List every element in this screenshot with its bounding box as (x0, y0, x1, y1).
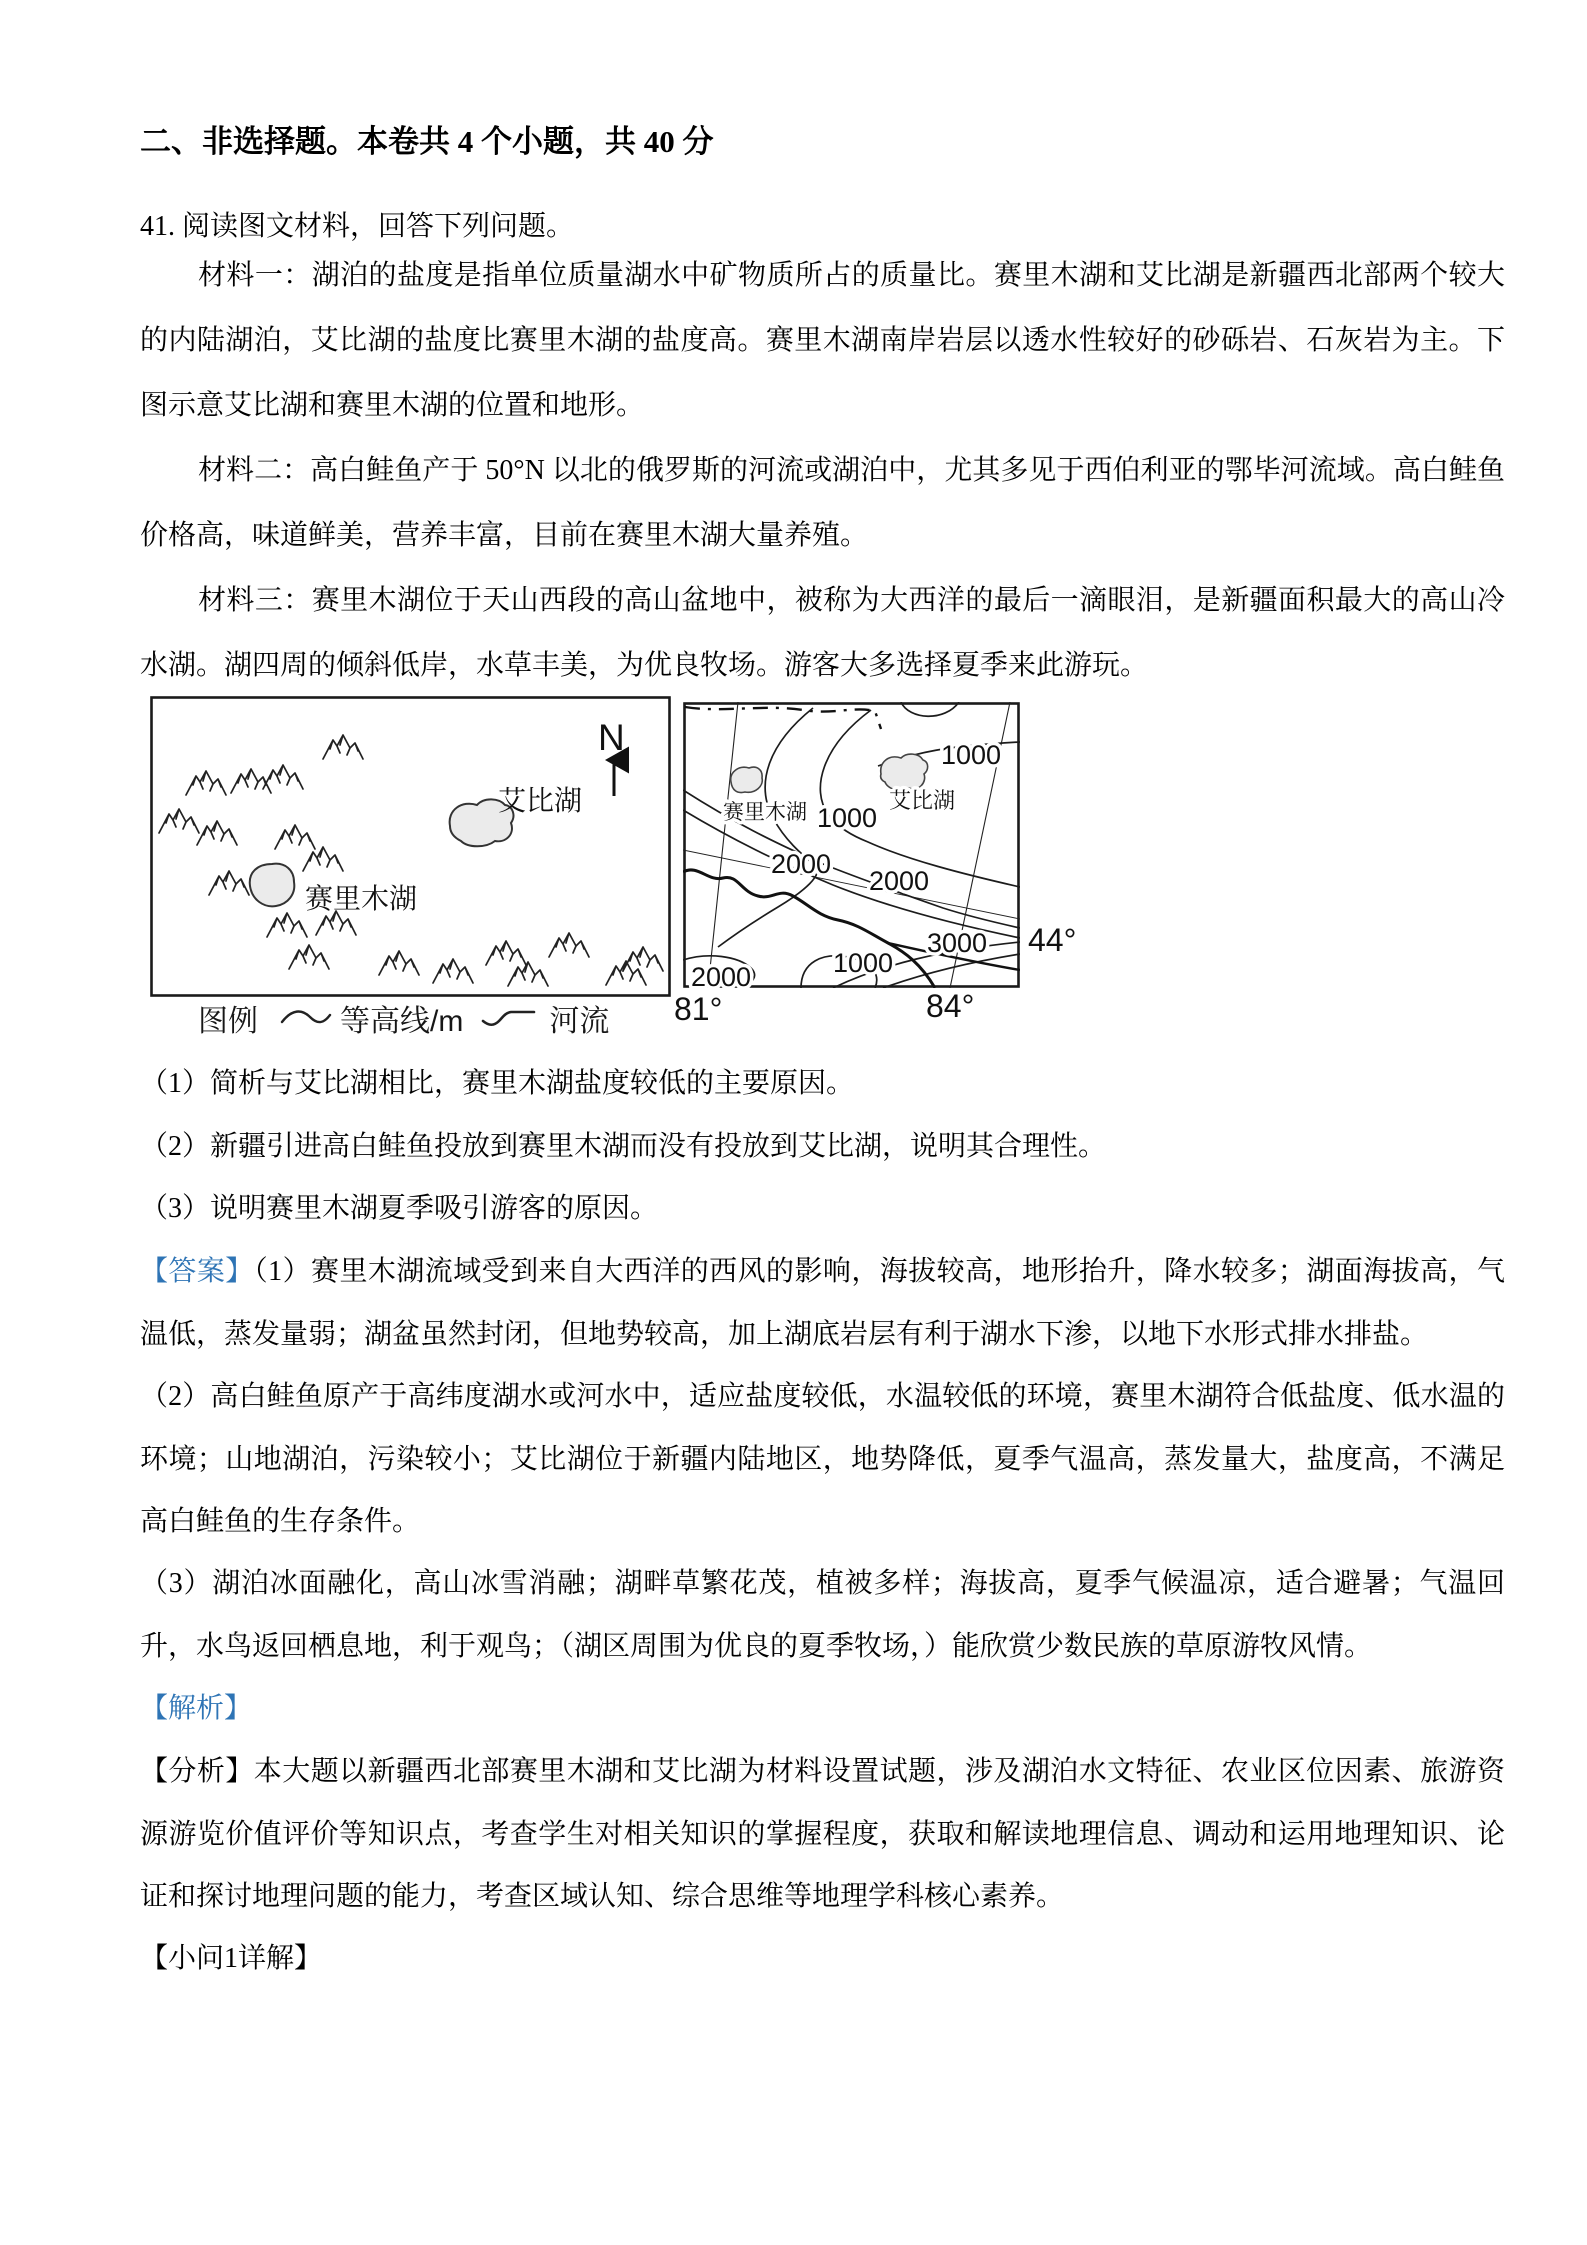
analysis-section-tag (140, 1678, 1505, 1741)
question-3: （3）说明赛里木湖夏季吸引游客的原因。 (140, 1193, 659, 1224)
longitude-84-label: 84° (926, 988, 975, 1024)
answer-paragraph-3: （3）湖泊冰面融化，高山冰雪消融；湖畔草繁花茂，植被多样；海拔高，夏季气候温凉，适合避暑；气温回升，水鸟返回栖息地，利于观鸟；（湖区周围为优良的夏季牧场，）能欣赏少数民族的草原游牧风情。 (140, 1568, 1505, 1662)
aibi-lake-label-right: 艾比湖 (889, 788, 956, 813)
question-41-intro: 41. 阅读图文材料，回答下列问题。 (140, 211, 575, 242)
contour-value-2000-bottomleft: 2000 (691, 962, 752, 988)
legend-contour-label: 等高线/m (340, 1005, 464, 1038)
left-map-border (152, 698, 670, 996)
contour-symbol-icon (280, 1005, 332, 1031)
material-3-paragraph: 材料三：赛里木湖位于天山西段的高山盆地中，被称为大西洋的最后一滴眼泪，是新疆面积最大的高山冷水湖。湖四周的倾斜低岸，水草丰美，为优良牧场。游客大多选择夏季来此游玩。 (140, 585, 1505, 681)
contour-value-3000: 3000 (927, 928, 988, 958)
sailimu-lake-label: 赛里木湖 (305, 883, 418, 914)
section-header: 二、非选择题。本卷共 4 个小题，共 40 分 (140, 124, 714, 159)
latitude-44-label: 44° (1028, 922, 1077, 958)
jiexi-tag: 【解析】 (140, 1693, 253, 1724)
contour-value-1000-center: 1000 (817, 803, 878, 833)
sailimu-lake-shape-small (731, 767, 763, 792)
material-2-paragraph: 材料二：高白鲑鱼产于 50°N 以北的俄罗斯的河流或湖泊中，尤其多见于西伯利亚的鄂毕河流域。高白鲑鱼价格高，味道鲜美，营养丰富，目前在赛里木湖大量养殖。 (140, 455, 1505, 551)
legend-title: 图例 (198, 1005, 258, 1038)
longitude-81-label: 81° (674, 991, 723, 1027)
river-symbol-icon (481, 1005, 537, 1031)
question-2: （2）新疆引进高白鲑鱼投放到赛里木湖而没有投放到艾比湖，说明其合理性。 (140, 1131, 1107, 1162)
map-legend (198, 996, 609, 1040)
subquestion-1-detail-tag: 【小问1详解】 (140, 1943, 323, 1974)
answer-paragraph-2: （2）高白鲑鱼原产于高纬度湖水或河水中，适应盐度较低，水温较低的环境，赛里木湖符合低盐度、低水温的环境；山地湖泊，污染较小；艾比湖位于新疆内陆地区，地势降低，夏季气温高，蒸发量大，盐度高，不满足高白鲑鱼的生存条件。 (140, 1381, 1505, 1537)
contour-value-1000-topright: 1000 (941, 740, 1002, 770)
contour-value-2000-right: 2000 (869, 866, 930, 896)
aibi-lake-shape-small (881, 754, 928, 790)
analysis-paragraph (140, 1741, 1505, 1929)
answer-1-text: （1）赛里木湖流域受到来自大西洋的西风的影响，海拔较高，地形抬升，降水较多；湖面海拔高，气温低，蒸发量弱；湖盆虽然封闭，但地势较高，加上湖底岩层有利于湖水下渗，以地下水形式排水排盐。 (140, 1256, 1505, 1350)
answer-tag: 【答案】 (140, 1256, 254, 1287)
left-location-map (150, 696, 671, 997)
answer-paragraph-1 (140, 1241, 1505, 1366)
right-contour-map (683, 702, 1020, 988)
question-1: （1）简析与艾比湖相比，赛里木湖盐度较低的主要原因。 (140, 1068, 855, 1099)
sailimu-lake-shape (250, 864, 295, 907)
north-label: N (598, 717, 625, 758)
material-1-paragraph: 材料一：湖泊的盐度是指单位质量湖水中矿物质所占的质量比。赛里木湖和艾比湖是新疆西北部两个较大的内陆湖泊，艾比湖的盐度比赛里木湖的盐度高。赛里木湖南岸岩层以透水性较好的砂砾岩、石灰岩为主。下图示意艾比湖和赛里木湖的位置和地形。 (140, 260, 1505, 421)
fenxi-tag: 【分析】 (140, 1756, 254, 1787)
sailimu-lake-label-right: 赛里木湖 (723, 801, 807, 824)
aibi-lake-label: 艾比湖 (498, 785, 583, 816)
legend-river-label: 河流 (549, 1005, 610, 1038)
contour-value-2000-left: 2000 (771, 849, 832, 879)
contour-value-1000-bottom: 1000 (833, 948, 894, 978)
fenxi-text: 本大题以新疆西北部赛里木湖和艾比湖为材料设置试题，涉及湖泊水文特征、农业区位因素、旅游资源游览价值评价等知识点，考查学生对相关知识的掌握程度，获取和解读地理信息、调动和运用地理知识、论证和探讨地理问题的能力，考查区域认知、综合思维等地理学科核心素养。 (140, 1756, 1505, 1912)
